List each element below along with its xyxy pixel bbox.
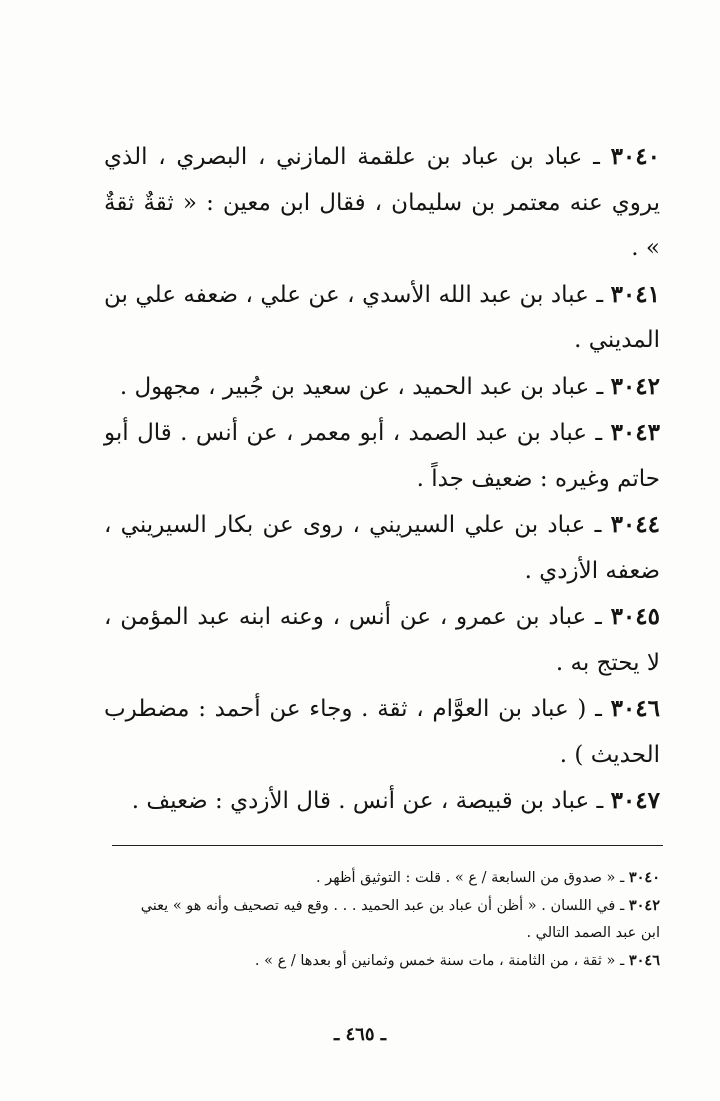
entry-number: ٣٠٤٢	[610, 372, 660, 400]
entry-text: ـ عباد بن قبيصة ، عن أنس . قال الأزدي : ضعيف .	[131, 788, 611, 814]
entry-3045	[104, 594, 660, 686]
entry-number: ٣٠٤٥	[610, 603, 660, 630]
entry-3046	[104, 686, 660, 778]
entry-number: ٣٠٤٧	[610, 787, 660, 814]
entry-3040	[104, 134, 660, 272]
footnote-3040	[108, 864, 660, 892]
footnote-text: ـ في اللسان . « أظن أن عباد بن عبد الحميد . . . وقع فيه تصحيف وأنه هو » يعني	[140, 898, 629, 914]
footnote-text: ـ « صدوق من السابعة / ع » . قلت : التوثيق أظهر .	[316, 870, 629, 886]
entry-number: ٣٠٤٤	[610, 511, 660, 538]
footnotes	[108, 864, 660, 975]
entry-number: ٣٠٤٦	[610, 695, 660, 722]
page-number: ـ ٤٦٥ ـ	[333, 1024, 387, 1045]
entry-number: ٣٠٤٠	[610, 143, 660, 170]
entry-number: ٣٠٤١	[610, 280, 660, 308]
entry-3043	[104, 410, 660, 502]
entry-text: ـ ( عباد بن العوَّام ، ثقة . وجاء عن أحمد : مضطرب الحديث ) .	[104, 696, 660, 768]
footnote-number: ٣٠٤٦	[628, 952, 660, 969]
footnote-3042-continuation: ابن عبد الصمد التالي .	[526, 925, 660, 941]
footnote-text: ـ « ثقة ، من الثامنة ، مات سنة خمس وثمانين أو بعدها / ع » .	[254, 953, 629, 969]
entry-text: ـ عباد بن عباد بن علقمة المازني ، البصري ، الذي يروي عنه معتمر بن سليمان ، فقال ابن معين : « ثقةٌ ثقةٌ » .	[104, 144, 660, 261]
footnote-number: ٣٠٤٠	[628, 869, 660, 886]
entry-text: ـ عباد بن عمرو ، عن أنس ، وعنه ابنه عبد المؤمن ، لا يحتج به .	[104, 604, 660, 676]
entry-number: ٣٠٤٣	[610, 419, 660, 446]
footnote-3042	[108, 892, 660, 920]
entry-text: ـ عباد بن عبد الحميد ، عن سعيد بن جُبير ، مجهول .	[119, 373, 611, 400]
footnote-3046	[108, 947, 660, 975]
entry-3044	[104, 502, 660, 594]
entry-text: ـ عباد بن عبد الله الأسدي ، عن علي ، ضعفه علي بن المديني .	[104, 281, 660, 353]
entry-text: ـ عباد بن علي السيريني ، روى عن بكار السيريني ، ضعفه الأزدي .	[104, 512, 660, 584]
entry-3047	[104, 778, 660, 825]
footnote-number: ٣٠٤٢	[628, 897, 660, 914]
entry-3041	[104, 272, 660, 364]
main-text	[104, 134, 660, 825]
entry-3042	[104, 364, 660, 411]
entry-text: ـ عباد بن عبد الصمد ، أبو معمر ، عن أنس . قال أبو حاتم وغيره : ضعيف جداً .	[104, 420, 660, 492]
footnote-divider	[112, 845, 663, 846]
